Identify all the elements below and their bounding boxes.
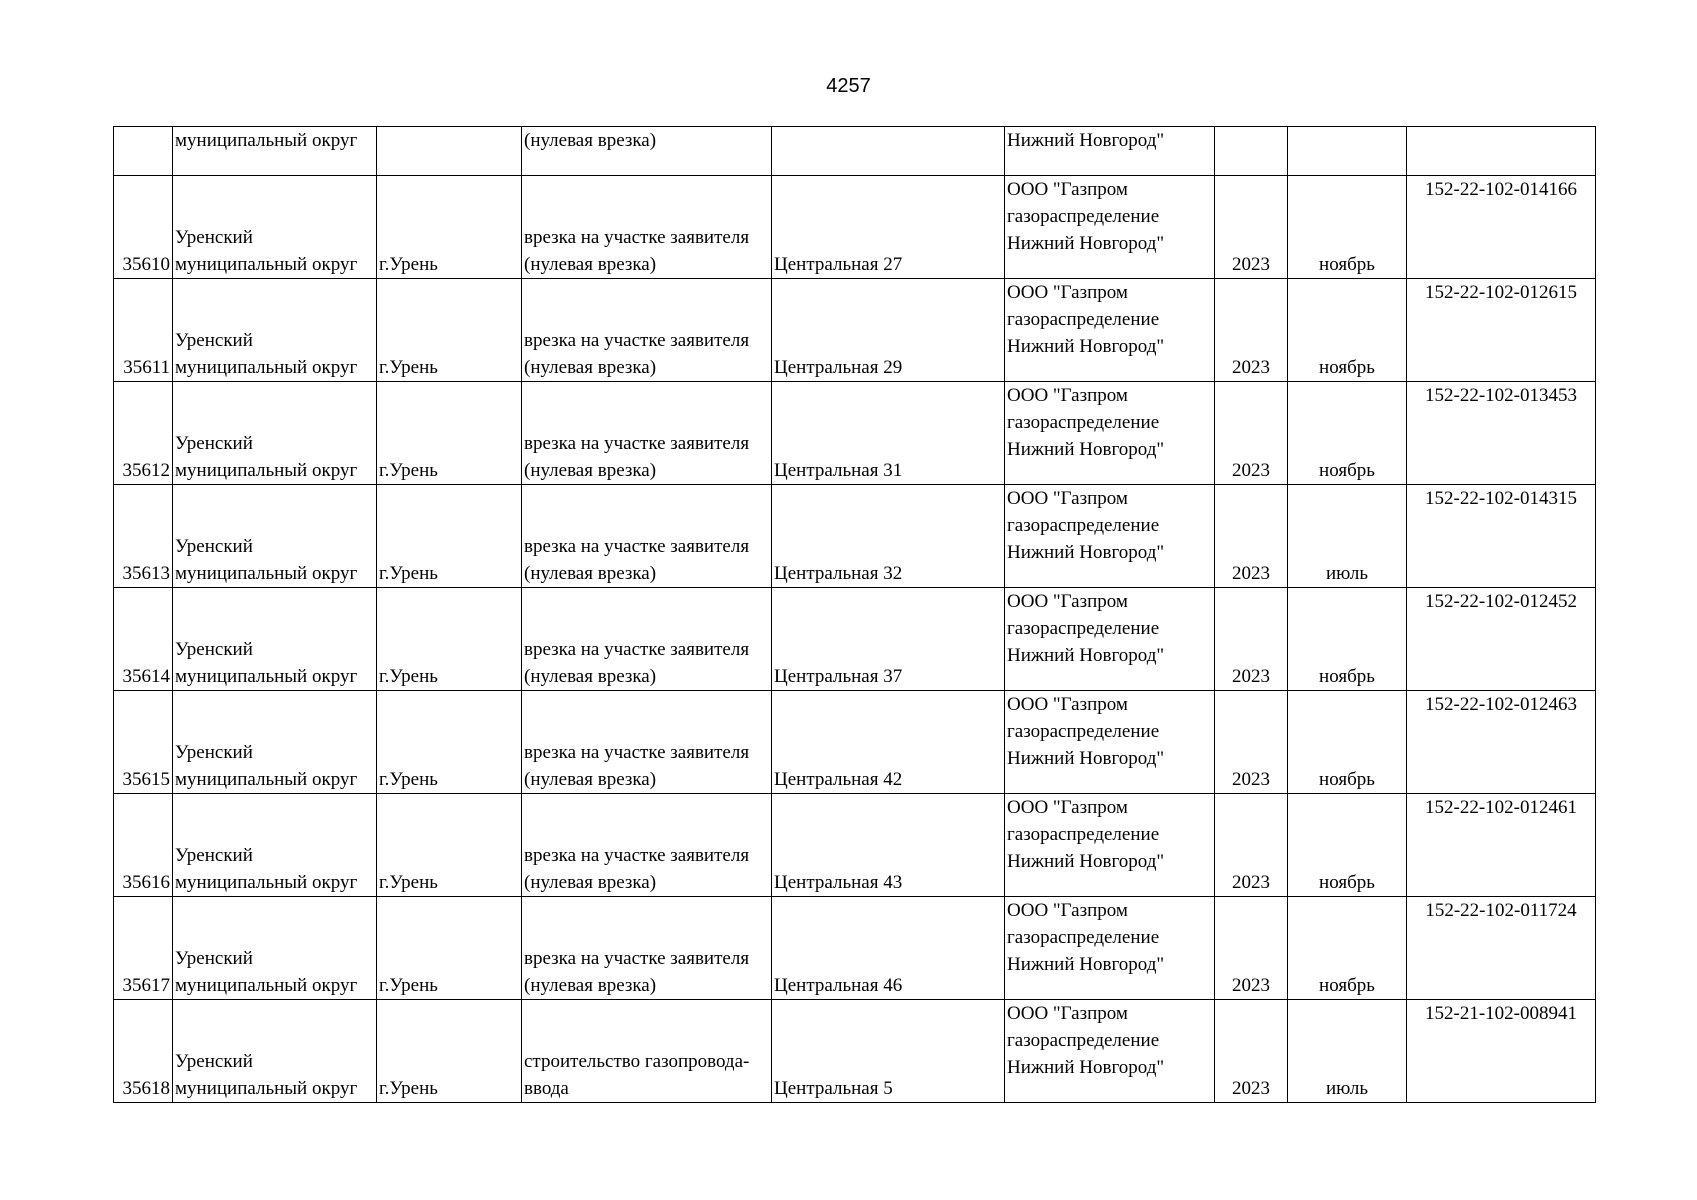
cell-address [772,279,1005,382]
cell-code [1407,691,1596,794]
cell-number [114,1000,173,1103]
code-text: 152-22-102-012615 [1425,282,1577,303]
organization-line2: газораспределение [1007,721,1160,742]
month-text: ноябрь [1319,666,1375,687]
table-row [114,279,1596,382]
work-type-line1: врезка на участке заявителя [524,742,750,763]
cell-work-type [522,897,772,1000]
settlement-text: г.Урень [379,1078,438,1099]
cell-organization [1005,279,1215,382]
month-text: июль [1325,563,1369,584]
cell-district [173,127,377,176]
cell-district [173,176,377,279]
cell-month [1288,897,1407,1000]
organization-line2: газораспределение [1007,206,1160,227]
organization-line1: ООО "Газпром [1007,282,1128,303]
organization-line2: газораспределение [1007,618,1160,639]
district-name: Уренский [175,433,253,454]
cell-district [173,691,377,794]
cell-address [772,382,1005,485]
month-text: ноябрь [1319,254,1375,275]
organization-line2: газораспределение [1007,412,1160,433]
district-type: муниципальный округ [175,666,358,687]
district-name: Уренский [175,639,253,660]
organization-line3: Нижний Новгород" [1007,645,1165,666]
cell-work-type [522,382,772,485]
code-text: 152-22-102-012452 [1425,591,1577,612]
district-name: Уренский [175,330,253,351]
settlement-text: г.Урень [379,460,438,481]
work-type-line1: строительство газопровода- [524,1051,750,1072]
cell-number [114,279,173,382]
cell-month [1288,485,1407,588]
cell-district [173,485,377,588]
work-type-line1: врезка на участке заявителя [524,227,750,248]
organization-line2: газораспределение [1007,1030,1160,1051]
table-row [114,1000,1596,1103]
cell-settlement [377,176,522,279]
settlement-text: г.Урень [379,769,438,790]
row-number: 35613 [122,563,170,584]
row-number: 35611 [123,357,170,378]
organization-line2: газораспределение [1007,309,1160,330]
cell-work-type [522,794,772,897]
cell-number [114,588,173,691]
cell-code [1407,279,1596,382]
month-text: ноябрь [1319,769,1375,790]
cell-year [1215,382,1288,485]
code-text: 152-22-102-014315 [1425,488,1577,509]
organization-line3: Нижний Новгород" [1007,336,1165,357]
cell-address [772,485,1005,588]
cell-organization [1005,176,1215,279]
year-text: 2023 [1232,563,1270,584]
cell-organization [1005,382,1215,485]
row-number: 35618 [122,1078,170,1099]
cell-code [1407,485,1596,588]
row-number: 35616 [122,872,170,893]
settlement-text: г.Урень [379,872,438,893]
settlement-text: г.Урень [379,666,438,687]
cell-settlement [377,1000,522,1103]
cell-work-type [522,588,772,691]
cell-number [114,897,173,1000]
organization-line1: ООО "Газпром [1007,488,1128,509]
cell-number [114,794,173,897]
cell-code [1407,127,1596,176]
district-type: муниципальный округ [175,975,358,996]
cell-code [1407,1000,1596,1103]
month-text: июль [1325,1078,1369,1099]
address-text: Центральная 42 [774,769,903,790]
year-text: 2023 [1232,1078,1270,1099]
work-type-line2: (нулевая врезка) [524,460,657,481]
district-text: муниципальный округ [175,130,358,151]
settlement-text: г.Урень [379,254,438,275]
code-text: 152-22-102-014166 [1425,179,1577,200]
cell-settlement [377,279,522,382]
code-text: 152-22-102-013453 [1425,385,1577,406]
district-name: Уренский [175,948,253,969]
cell-work-type [522,485,772,588]
cell-settlement [377,485,522,588]
cell-code [1407,794,1596,897]
table-row [114,794,1596,897]
cell-number [114,691,173,794]
year-text: 2023 [1232,254,1270,275]
row-number: 35614 [122,666,170,687]
cell-district [173,1000,377,1103]
organization-line2: газораспределение [1007,927,1160,948]
table-row [114,588,1596,691]
organization-line1: ООО "Газпром [1007,797,1128,818]
district-type: муниципальный округ [175,769,358,790]
cell-address [772,691,1005,794]
cell-settlement [377,794,522,897]
work-type-line1: врезка на участке заявителя [524,845,750,866]
code-text: 152-22-102-011724 [1425,900,1577,921]
year-text: 2023 [1232,769,1270,790]
month-text: ноябрь [1319,460,1375,481]
cell-district [173,794,377,897]
month-text: ноябрь [1319,357,1375,378]
cell-code [1407,176,1596,279]
cell-year [1215,127,1288,176]
organization-line1: ООО "Газпром [1007,179,1128,200]
cell-organization [1005,1000,1215,1103]
cell-month [1288,1000,1407,1103]
cell-year [1215,485,1288,588]
organization-line3: Нижний Новгород" [1007,439,1165,460]
district-name: Уренский [175,845,253,866]
cell-address [772,588,1005,691]
cell-month [1288,279,1407,382]
cell-year [1215,588,1288,691]
district-name: Уренский [175,536,253,557]
cell-year [1215,897,1288,1000]
district-name: Уренский [175,742,253,763]
cell-number [114,176,173,279]
organization-line3: Нижний Новгород" [1007,851,1165,872]
cell-year [1215,279,1288,382]
table-body [114,127,1596,1103]
organization-line3: Нижний Новгород" [1007,542,1165,563]
month-text: ноябрь [1319,975,1375,996]
cell-organization [1005,485,1215,588]
cell-address [772,127,1005,176]
organization-line1: ООО "Газпром [1007,900,1128,921]
work-type-line2: (нулевая врезка) [524,357,657,378]
table-row-continued [114,127,1596,176]
organization-line1: ООО "Газпром [1007,1003,1128,1024]
cell-address [772,176,1005,279]
cell-address [772,897,1005,1000]
address-text: Центральная 37 [774,666,903,687]
table-row [114,382,1596,485]
district-type: муниципальный округ [175,1078,358,1099]
district-type: муниципальный округ [175,357,358,378]
code-text: 152-21-102-008941 [1425,1003,1577,1024]
district-type: муниципальный округ [175,872,358,893]
table-row [114,897,1596,1000]
page-number: 4257 [826,75,871,97]
cell-month [1288,691,1407,794]
organization-line1: ООО "Газпром [1007,591,1128,612]
cell-organization [1005,588,1215,691]
work-type-line2: (нулевая врезка) [524,666,657,687]
address-text: Центральная 31 [774,460,903,481]
cell-settlement [377,382,522,485]
organization-line3: Нижний Новгород" [1007,954,1165,975]
organization-line1: ООО "Газпром [1007,385,1128,406]
cell-work-type [522,279,772,382]
gasification-table [113,126,1596,1103]
work-type-line1: врезка на участке заявителя [524,639,750,660]
cell-organization [1005,691,1215,794]
cell-district [173,897,377,1000]
table-row [114,691,1596,794]
organization-text: Нижний Новгород" [1007,130,1165,151]
cell-address [772,794,1005,897]
work-type-line2: (нулевая врезка) [524,563,657,584]
cell-work-type [522,1000,772,1103]
address-text: Центральная 46 [774,975,903,996]
work-type-line2: (нулевая врезка) [524,872,657,893]
cell-settlement [377,588,522,691]
organization-line3: Нижний Новгород" [1007,1057,1165,1078]
address-text: Центральная 29 [774,357,903,378]
cell-district [173,279,377,382]
work-type-line1: врезка на участке заявителя [524,536,750,557]
year-text: 2023 [1232,872,1270,893]
code-text: 152-22-102-012463 [1425,694,1577,715]
district-name: Уренский [175,227,253,248]
year-text: 2023 [1232,460,1270,481]
address-text: Центральная 5 [774,1078,893,1099]
cell-number [114,382,173,485]
row-number: 35612 [122,460,170,481]
district-type: муниципальный округ [175,460,358,481]
cell-code [1407,588,1596,691]
cell-month [1288,127,1407,176]
cell-number [114,127,173,176]
cell-organization [1005,794,1215,897]
work-type-line1: врезка на участке заявителя [524,433,750,454]
cell-month [1288,176,1407,279]
organization-line2: газораспределение [1007,824,1160,845]
cell-work-type [522,691,772,794]
table-row [114,485,1596,588]
cell-year [1215,176,1288,279]
district-type: муниципальный округ [175,563,358,584]
code-text: 152-22-102-012461 [1425,797,1577,818]
cell-settlement [377,691,522,794]
organization-line2: газораспределение [1007,515,1160,536]
work-type-line2: (нулевая врезка) [524,254,657,275]
row-number: 35610 [122,254,170,275]
address-text: Центральная 43 [774,872,903,893]
work-type-line1: врезка на участке заявителя [524,330,750,351]
organization-line3: Нижний Новгород" [1007,233,1165,254]
work-type-line2: (нулевая врезка) [524,769,657,790]
cell-work-type [522,176,772,279]
address-text: Центральная 32 [774,563,903,584]
district-type: муниципальный округ [175,254,358,275]
organization-line1: ООО "Газпром [1007,694,1128,715]
work-type-line2: ввода [524,1078,569,1099]
cell-organization [1005,897,1215,1000]
year-text: 2023 [1232,666,1270,687]
cell-settlement [377,127,522,176]
month-text: ноябрь [1319,872,1375,893]
settlement-text: г.Урень [379,563,438,584]
row-number: 35615 [122,769,170,790]
cell-address [772,1000,1005,1103]
cell-month [1288,588,1407,691]
row-number: 35617 [122,975,170,996]
organization-line3: Нижний Новгород" [1007,748,1165,769]
cell-month [1288,794,1407,897]
year-text: 2023 [1232,975,1270,996]
year-text: 2023 [1232,357,1270,378]
settlement-text: г.Урень [379,975,438,996]
cell-district [173,382,377,485]
cell-year [1215,1000,1288,1103]
cell-organization [1005,127,1215,176]
cell-code [1407,897,1596,1000]
cell-code [1407,382,1596,485]
cell-settlement [377,897,522,1000]
work-type-line1: врезка на участке заявителя [524,948,750,969]
district-name: Уренский [175,1051,253,1072]
cell-work-type [522,127,772,176]
settlement-text: г.Урень [379,357,438,378]
work-type-text: (нулевая врезка) [524,130,657,151]
cell-number [114,485,173,588]
table-row [114,176,1596,279]
cell-district [173,588,377,691]
cell-month [1288,382,1407,485]
cell-year [1215,794,1288,897]
address-text: Центральная 27 [774,254,903,275]
cell-year [1215,691,1288,794]
work-type-line2: (нулевая врезка) [524,975,657,996]
